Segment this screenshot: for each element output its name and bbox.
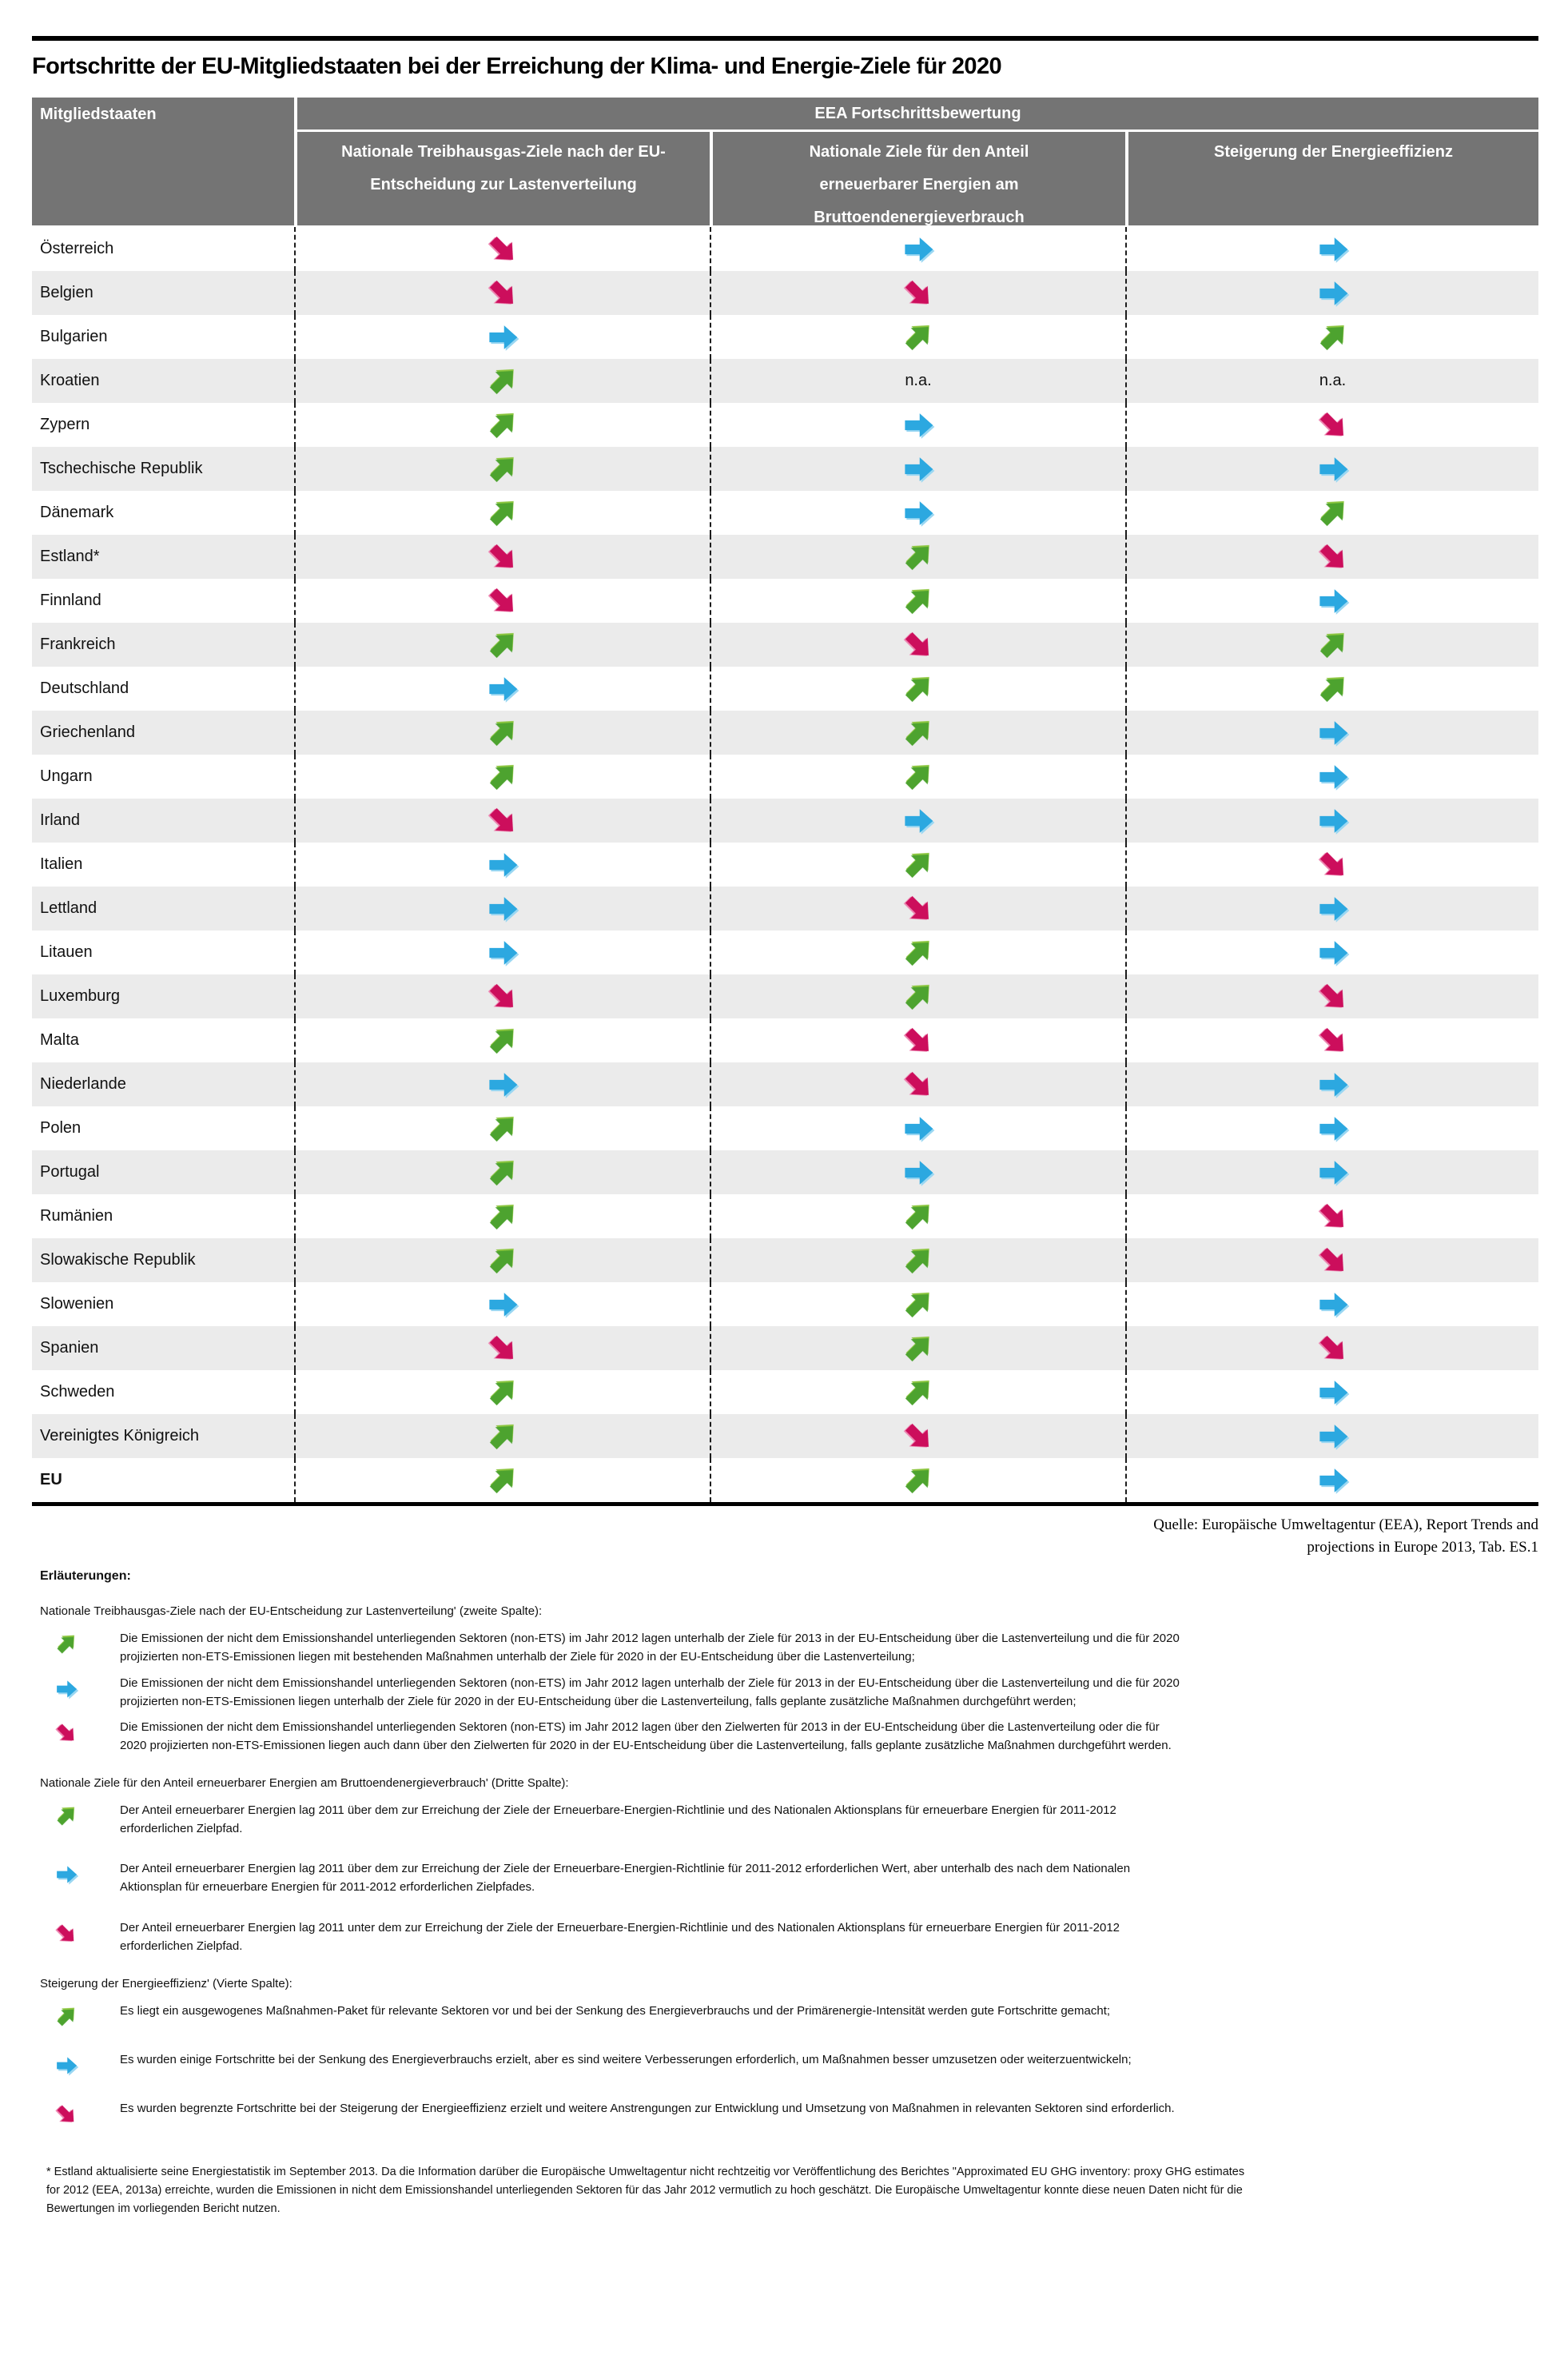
red-down-arrow-icon bbox=[894, 621, 941, 668]
assessment-cell bbox=[294, 1018, 710, 1062]
blue-right-arrow-icon bbox=[54, 1863, 78, 1887]
assessment-cell bbox=[1125, 755, 1538, 799]
country-name: Zypern bbox=[40, 416, 90, 433]
legend-section bbox=[32, 1776, 1538, 1956]
table-header bbox=[32, 98, 1538, 225]
country-name: Ungarn bbox=[40, 767, 93, 785]
legend-item bbox=[32, 1629, 1538, 1667]
column-group-header: EEA Fortschrittsbewertung bbox=[294, 98, 1538, 130]
assessment-cell bbox=[710, 755, 1125, 799]
country-name: Frankreich bbox=[40, 636, 116, 653]
legend-item bbox=[32, 1919, 1538, 1956]
assessment-cell bbox=[1125, 1194, 1538, 1238]
green-up-arrow-icon bbox=[894, 1237, 941, 1284]
assessment-cell bbox=[1125, 974, 1538, 1018]
blue-right-arrow-icon bbox=[486, 892, 519, 926]
assessment-cell bbox=[710, 1194, 1125, 1238]
table-body bbox=[32, 227, 1538, 1502]
table-row bbox=[32, 403, 1538, 447]
table-row bbox=[32, 667, 1538, 711]
country-name: Malta bbox=[40, 1031, 79, 1049]
source-line-2: projections in Europe 2013, Tab. ES.1 bbox=[1307, 1538, 1538, 1556]
assessment-cell bbox=[1125, 1326, 1538, 1370]
legend-item bbox=[32, 1859, 1538, 1897]
column-header-efficiency: Steigerung der Energieeffizienz bbox=[1125, 130, 1538, 225]
legend-items bbox=[32, 1801, 1538, 1956]
country-name: Portugal bbox=[40, 1163, 100, 1181]
legend-item bbox=[32, 2099, 1538, 2126]
country-name: Finnland bbox=[40, 592, 101, 609]
table-row bbox=[32, 1106, 1538, 1150]
assessment-cell bbox=[1125, 227, 1538, 271]
blue-right-arrow-icon bbox=[1316, 1420, 1350, 1453]
green-up-arrow-icon bbox=[894, 313, 941, 361]
legend-icon bbox=[32, 2002, 120, 2029]
country-name: Dänemark bbox=[40, 504, 114, 521]
assessment-cell bbox=[294, 843, 710, 887]
legend-item bbox=[32, 1718, 1538, 1755]
red-down-arrow-icon bbox=[479, 797, 526, 844]
assessment-cell bbox=[1125, 1414, 1538, 1458]
assessment-cell bbox=[1125, 1062, 1538, 1106]
na-value: n.a. bbox=[1125, 359, 1538, 403]
assessment-cell bbox=[1125, 623, 1538, 667]
assessment-cell bbox=[294, 315, 710, 359]
assessment-cell bbox=[1125, 930, 1538, 974]
assessment-cell bbox=[710, 1370, 1125, 1414]
assessment-cell bbox=[294, 1282, 710, 1326]
blue-right-arrow-icon bbox=[1316, 1376, 1350, 1409]
blue-right-arrow-icon bbox=[486, 848, 519, 882]
legend-section bbox=[32, 1604, 1538, 1755]
legend-item-text: Es liegt ein ausgewogenes Maßnahmen-Paket für relevante Sektoren vor und bei der Senkung des Energieverbrauchs und der Primärenergie-Intensität werden gute Fortschritte gemacht; bbox=[120, 2004, 1111, 2018]
red-down-arrow-icon bbox=[1309, 1193, 1356, 1240]
legend-section bbox=[32, 1977, 1538, 2126]
table-row bbox=[32, 799, 1538, 843]
country-name: Estland* bbox=[40, 548, 100, 565]
green-up-arrow-icon bbox=[479, 445, 526, 492]
assessment-cell bbox=[1125, 1458, 1538, 1502]
country-name: Bulgarien bbox=[40, 328, 108, 345]
assessment-cell bbox=[710, 843, 1125, 887]
assessment-cell bbox=[1125, 1238, 1538, 1282]
table-row bbox=[32, 1194, 1538, 1238]
green-up-arrow-icon bbox=[1309, 489, 1356, 536]
red-down-arrow-icon bbox=[479, 533, 526, 580]
green-up-arrow-icon bbox=[894, 929, 941, 976]
green-up-arrow-icon bbox=[894, 1281, 941, 1328]
blue-right-arrow-icon bbox=[1316, 892, 1350, 926]
blue-right-arrow-icon bbox=[1316, 936, 1350, 970]
country-name: Griechenland bbox=[40, 723, 135, 741]
table-row bbox=[32, 271, 1538, 315]
assessment-cell bbox=[294, 1150, 710, 1194]
blue-right-arrow-icon bbox=[1316, 233, 1350, 266]
table-row bbox=[32, 1370, 1538, 1414]
legend-item bbox=[32, 2002, 1538, 2029]
red-down-arrow-icon bbox=[894, 269, 941, 317]
green-up-arrow-icon bbox=[479, 401, 526, 448]
red-down-arrow-icon bbox=[894, 1061, 941, 1108]
legend-item-text: Die Emissionen der nicht dem Emissionshandel unterliegenden Sektoren (non-ETS) im Jahr 2012 lagen über den Zielwerten für 2013 in der EU-Entscheidung über die Lastenverteilung oder die für 2020 projizierten non-ETS-Emissionen liegen auch dann über den Zielwerten für 2020 in der EU-Entscheidung über die Lastenverteilung, falls geplante zusätzliche Maßnahmen durchgeführt werden. bbox=[120, 1720, 1172, 1753]
country-name: Tschechische Republik bbox=[40, 460, 203, 477]
blue-right-arrow-icon bbox=[1316, 804, 1350, 838]
assessment-cell bbox=[710, 491, 1125, 535]
red-down-arrow-icon bbox=[479, 269, 526, 317]
assessment-cell bbox=[1125, 843, 1538, 887]
assessment-cell bbox=[294, 667, 710, 711]
legend-item-text: Der Anteil erneuerbarer Energien lag 2011 über dem zur Erreichung der Ziele der Erneuerbare-Energien-Richtlinie und des Nationalen Aktionsplans für erneuerbare Energien für 2011-2012 erforderlichen Zielpfad. bbox=[120, 1803, 1116, 1835]
page-title: Fortschritte der EU-Mitgliedstaaten bei der Erreichung der Klima- und Energie-Ziele für 2020 bbox=[32, 54, 1002, 79]
table-row bbox=[32, 623, 1538, 667]
assessment-cell bbox=[710, 667, 1125, 711]
green-up-arrow-icon bbox=[479, 709, 526, 756]
country-name: EU bbox=[40, 1471, 62, 1488]
assessment-cell bbox=[710, 1150, 1125, 1194]
country-name: Italien bbox=[40, 855, 83, 873]
green-up-arrow-icon bbox=[894, 841, 941, 888]
table-row bbox=[32, 579, 1538, 623]
country-name: Belgien bbox=[40, 284, 94, 301]
country-name: Deutschland bbox=[40, 679, 129, 697]
assessment-cell bbox=[1125, 491, 1538, 535]
legend-item bbox=[32, 1674, 1538, 1711]
assessment-cell bbox=[710, 447, 1125, 491]
green-up-arrow-icon bbox=[894, 1369, 941, 1416]
assessment-cell bbox=[710, 1238, 1125, 1282]
column-header-members: Mitgliedstaaten bbox=[32, 98, 294, 225]
assessment-cell bbox=[710, 1062, 1125, 1106]
blue-right-arrow-icon bbox=[1316, 1068, 1350, 1102]
assessment-cell bbox=[710, 1018, 1125, 1062]
red-down-arrow-icon bbox=[479, 577, 526, 624]
footnote: * Estland aktualisierte seine Energiestatistik im September 2013. Da die Information darüber die Europäische Umweltagentur nicht rechtzeitig vor Veröffentlichung des Berichtes "Approximated EU GHG inventory: proxy GHG estimates for 2012 (EEA, 2013a) erreichte, wurden die Emissionen in nicht dem Emissionshandel unterliegenden Sektoren für das Jahr 2012 vermutlich zu hoch geschätzt. Die Europäische Umweltagentur konnte diese neuen Daten nicht für die Bewertungen im vorliegenden Bericht nutzen. bbox=[46, 2166, 1245, 2216]
green-up-arrow-icon bbox=[894, 973, 941, 1020]
legend-items bbox=[32, 2002, 1538, 2126]
red-down-arrow-icon bbox=[1309, 841, 1356, 888]
blue-right-arrow-icon bbox=[1316, 452, 1350, 486]
legend-item-text: Die Emissionen der nicht dem Emissionshandel unterliegenden Sektoren (non-ETS) im Jahr 2012 lagen unterhalb der Ziele für 2013 in der EU-Entscheidung über die Lastenverteilung und die für 2020 projizierten non-ETS-Emissionen liegen mit bestehenden Maßnahmen unterhalb der Ziele für 2020 in der EU-Entscheidung über die Lastenverteilung; bbox=[120, 1632, 1180, 1664]
table-row bbox=[32, 535, 1538, 579]
green-up-arrow-icon bbox=[479, 1149, 526, 1196]
assessment-cell bbox=[710, 930, 1125, 974]
country-name: Irland bbox=[40, 811, 81, 829]
assessment-cell bbox=[294, 447, 710, 491]
assessment-cell bbox=[710, 315, 1125, 359]
source-line-1: Quelle: Europäische Umweltagentur (EEA), Report Trends and bbox=[1153, 1516, 1538, 1533]
assessment-cell bbox=[710, 1458, 1125, 1502]
assessment-cell bbox=[294, 1370, 710, 1414]
legend-item-text: Der Anteil erneuerbarer Energien lag 2011 unter dem zur Erreichung der Ziele der Erneuerbare-Energien-Richtlinie und des Nationalen Aktionsplans für erneuerbare Energien für 2011-2012 erforderlichen Zielpfad. bbox=[120, 1920, 1120, 1953]
blue-right-arrow-icon bbox=[1316, 1464, 1350, 1497]
assessment-cell bbox=[710, 1106, 1125, 1150]
green-up-arrow-icon bbox=[479, 489, 526, 536]
column-header-ghg: Nationale Treibhausgas-Ziele nach der EU-Entscheidung zur Lastenverteilung bbox=[294, 130, 710, 225]
red-down-arrow-icon bbox=[1309, 1017, 1356, 1064]
country-name: Slowenien bbox=[40, 1295, 114, 1313]
table-row bbox=[32, 1062, 1538, 1106]
blue-right-arrow-icon bbox=[486, 936, 519, 970]
green-up-arrow-icon bbox=[894, 709, 941, 756]
assessment-cell bbox=[710, 579, 1125, 623]
assessment-cell bbox=[294, 227, 710, 271]
red-down-arrow-icon bbox=[50, 2098, 83, 2131]
red-down-arrow-icon bbox=[1309, 1237, 1356, 1284]
green-up-arrow-icon bbox=[50, 1799, 83, 1832]
green-up-arrow-icon bbox=[894, 753, 941, 800]
red-down-arrow-icon bbox=[479, 225, 526, 273]
legend-title: Erläuterungen: bbox=[40, 1569, 131, 1584]
assessment-cell bbox=[294, 799, 710, 843]
blue-right-arrow-icon bbox=[901, 804, 935, 838]
green-up-arrow-icon bbox=[894, 665, 941, 712]
green-up-arrow-icon bbox=[479, 1237, 526, 1284]
green-up-arrow-icon bbox=[479, 1105, 526, 1152]
assessment-cell bbox=[294, 1238, 710, 1282]
table-row bbox=[32, 491, 1538, 535]
legend-item bbox=[32, 2050, 1538, 2078]
assessment-cell bbox=[710, 623, 1125, 667]
green-up-arrow-icon bbox=[50, 2000, 83, 2034]
green-up-arrow-icon bbox=[479, 1413, 526, 1460]
assessment-cell bbox=[1125, 271, 1538, 315]
legend-icon bbox=[32, 2099, 120, 2126]
green-up-arrow-icon bbox=[894, 533, 941, 580]
assessment-cell bbox=[710, 271, 1125, 315]
assessment-cell bbox=[294, 535, 710, 579]
green-up-arrow-icon bbox=[479, 1369, 526, 1416]
country-name: Luxemburg bbox=[40, 987, 121, 1005]
assessment-cell bbox=[710, 1326, 1125, 1370]
table-row bbox=[32, 1150, 1538, 1194]
country-name: Slowakische Republik bbox=[40, 1251, 196, 1269]
legend-icon bbox=[32, 1674, 120, 1701]
legend-section-heading: Nationale Ziele für den Anteil erneuerbarer Energien am Bruttoendenergieverbrauch' (Dritte Spalte): bbox=[40, 1775, 569, 1790]
table-row bbox=[32, 711, 1538, 755]
table-row bbox=[32, 1282, 1538, 1326]
assessment-cell bbox=[1125, 1282, 1538, 1326]
blue-right-arrow-icon bbox=[1316, 1288, 1350, 1321]
blue-right-arrow-icon bbox=[1316, 277, 1350, 310]
table-row bbox=[32, 359, 1538, 403]
green-up-arrow-icon bbox=[479, 753, 526, 800]
table-row bbox=[32, 1414, 1538, 1458]
assessment-cell bbox=[294, 974, 710, 1018]
legend-section-heading: Nationale Treibhausgas-Ziele nach der EU-Entscheidung zur Lastenverteilung' (zweite Spalte): bbox=[40, 1604, 543, 1619]
blue-right-arrow-icon bbox=[486, 1068, 519, 1102]
column-header-renewables: Nationale Ziele für den Anteil erneuerbarer Energien am Bruttoendenergieverbrauch bbox=[710, 130, 1125, 225]
top-rule bbox=[32, 36, 1538, 41]
bottom-rule bbox=[32, 1502, 1538, 1506]
green-up-arrow-icon bbox=[1309, 313, 1356, 361]
legend-icon bbox=[32, 1859, 120, 1887]
country-name: Litauen bbox=[40, 943, 93, 961]
blue-right-arrow-icon bbox=[54, 2054, 78, 2078]
assessment-cell bbox=[1125, 711, 1538, 755]
blue-right-arrow-icon bbox=[1316, 716, 1350, 750]
assessment-cell bbox=[294, 1414, 710, 1458]
assessment-cell bbox=[294, 1062, 710, 1106]
source-note bbox=[32, 1514, 1538, 1558]
legend-section-heading: Steigerung der Energieeffizienz' (Vierte Spalte): bbox=[40, 1977, 293, 1991]
red-down-arrow-icon bbox=[479, 1325, 526, 1372]
red-down-arrow-icon bbox=[894, 1017, 941, 1064]
assessment-cell bbox=[1125, 579, 1538, 623]
country-name: Spanien bbox=[40, 1339, 99, 1357]
assessment-cell bbox=[710, 1282, 1125, 1326]
table-row bbox=[32, 930, 1538, 974]
green-up-arrow-icon bbox=[894, 1193, 941, 1240]
assessment-cell bbox=[710, 887, 1125, 930]
legend-item bbox=[32, 1801, 1538, 1839]
assessment-cell bbox=[294, 403, 710, 447]
assessment-cell bbox=[294, 1458, 710, 1502]
table-row bbox=[32, 755, 1538, 799]
legend-items bbox=[32, 1629, 1538, 1755]
blue-right-arrow-icon bbox=[1316, 760, 1350, 794]
green-up-arrow-icon bbox=[1309, 665, 1356, 712]
assessment-cell bbox=[1125, 887, 1538, 930]
table-row bbox=[32, 1238, 1538, 1282]
legend-icon bbox=[32, 1919, 120, 1946]
assessment-cell bbox=[294, 579, 710, 623]
assessment-cell bbox=[294, 271, 710, 315]
table-row bbox=[32, 974, 1538, 1018]
legend-icon bbox=[32, 2050, 120, 2078]
table-row bbox=[32, 843, 1538, 887]
assessment-cell bbox=[294, 623, 710, 667]
country-name: Niederlande bbox=[40, 1075, 126, 1093]
assessment-cell bbox=[1125, 315, 1538, 359]
legend-item-text: Die Emissionen der nicht dem Emissionshandel unterliegenden Sektoren (non-ETS) im Jahr 2012 lagen unterhalb der Ziele für 2013 in der EU-Entscheidung über die Lastenverteilung und die für 2020 projizierten non-ETS-Emissionen liegen unterhalb der Ziele für 2020 in der EU-Entscheidung über die Lastenverteilung, falls geplante zusätzliche Maßnahmen durchgeführt werden; bbox=[120, 1676, 1180, 1708]
blue-right-arrow-icon bbox=[54, 1677, 78, 1701]
blue-right-arrow-icon bbox=[486, 1288, 519, 1321]
legend-icon bbox=[32, 1801, 120, 1828]
green-up-arrow-icon bbox=[894, 1325, 941, 1372]
red-down-arrow-icon bbox=[894, 885, 941, 932]
assessment-cell bbox=[294, 887, 710, 930]
assessment-cell bbox=[294, 711, 710, 755]
blue-right-arrow-icon bbox=[901, 233, 935, 266]
table-row bbox=[32, 887, 1538, 930]
table-row bbox=[32, 1018, 1538, 1062]
red-down-arrow-icon bbox=[479, 973, 526, 1020]
assessment-cell bbox=[710, 535, 1125, 579]
table-row bbox=[32, 447, 1538, 491]
assessment-cell bbox=[294, 755, 710, 799]
red-down-arrow-icon bbox=[1309, 1325, 1356, 1372]
assessment-cell bbox=[710, 1414, 1125, 1458]
red-down-arrow-icon bbox=[1309, 533, 1356, 580]
assessment-cell bbox=[710, 227, 1125, 271]
table-row bbox=[32, 1458, 1538, 1502]
blue-right-arrow-icon bbox=[486, 672, 519, 706]
green-up-arrow-icon bbox=[50, 1628, 83, 1661]
country-name: Kroatien bbox=[40, 372, 100, 389]
assessment-cell bbox=[1125, 1018, 1538, 1062]
country-name: Schweden bbox=[40, 1383, 115, 1401]
legend-icon bbox=[32, 1629, 120, 1656]
country-name: Rumänien bbox=[40, 1207, 113, 1225]
red-down-arrow-icon bbox=[894, 1413, 941, 1460]
country-name: Polen bbox=[40, 1119, 82, 1137]
green-up-arrow-icon bbox=[479, 1017, 526, 1064]
blue-right-arrow-icon bbox=[1316, 1156, 1350, 1189]
legend-item-text: Der Anteil erneuerbarer Energien lag 2011 über dem zur Erreichung der Ziele der Erneuerbare-Energien-Richtlinie für 2011-2012 erforderlichen Wert, aber unterhalb des nach dem Nationalen Aktionsplan für erneuerbare Energien für 2011-2012 erforderlichen Zielpfades. bbox=[120, 1862, 1131, 1895]
country-name: Vereinigtes Königreich bbox=[40, 1427, 200, 1444]
table-row bbox=[32, 315, 1538, 359]
table-row bbox=[32, 227, 1538, 271]
assessment-cell bbox=[294, 930, 710, 974]
green-up-arrow-icon bbox=[894, 1456, 941, 1504]
blue-right-arrow-icon bbox=[1316, 584, 1350, 618]
assessment-cell bbox=[710, 403, 1125, 447]
green-up-arrow-icon bbox=[479, 1456, 526, 1504]
green-up-arrow-icon bbox=[479, 357, 526, 404]
assessment-cell bbox=[710, 711, 1125, 755]
green-up-arrow-icon bbox=[479, 1193, 526, 1240]
blue-right-arrow-icon bbox=[901, 496, 935, 530]
blue-right-arrow-icon bbox=[901, 452, 935, 486]
blue-right-arrow-icon bbox=[486, 321, 519, 354]
blue-right-arrow-icon bbox=[901, 1156, 935, 1189]
assessment-cell bbox=[294, 491, 710, 535]
red-down-arrow-icon bbox=[1309, 401, 1356, 448]
country-name: Österreich bbox=[40, 240, 114, 257]
assessment-cell bbox=[1125, 1150, 1538, 1194]
country-name: Lettland bbox=[40, 899, 98, 917]
assessment-cell bbox=[710, 974, 1125, 1018]
assessment-cell bbox=[294, 1106, 710, 1150]
assessment-cell bbox=[1125, 1106, 1538, 1150]
legend-sections bbox=[32, 1604, 1538, 2126]
assessment-cell bbox=[294, 1326, 710, 1370]
assessment-cell bbox=[1125, 799, 1538, 843]
assessment-cell bbox=[294, 1194, 710, 1238]
assessment-cell bbox=[710, 799, 1125, 843]
assessment-cell bbox=[1125, 1370, 1538, 1414]
blue-right-arrow-icon bbox=[901, 1112, 935, 1146]
assessment-cell bbox=[1125, 667, 1538, 711]
green-up-arrow-icon bbox=[894, 577, 941, 624]
assessment-cell bbox=[1125, 535, 1538, 579]
assessment-cell bbox=[1125, 447, 1538, 491]
red-down-arrow-icon bbox=[1309, 973, 1356, 1020]
green-up-arrow-icon bbox=[479, 621, 526, 668]
green-up-arrow-icon bbox=[1309, 621, 1356, 668]
legend-icon bbox=[32, 1718, 120, 1745]
assessment-cell bbox=[1125, 403, 1538, 447]
blue-right-arrow-icon bbox=[1316, 1112, 1350, 1146]
assessment-cell bbox=[294, 359, 710, 403]
na-value: n.a. bbox=[710, 359, 1125, 403]
red-down-arrow-icon bbox=[50, 1716, 83, 1750]
table-row bbox=[32, 1326, 1538, 1370]
legend-item-text: Es wurden einige Fortschritte bei der Senkung des Energieverbrauchs erzielt, aber es sind weitere Verbesserungen erforderlich, um Maßnahmen besser umzusetzen oder weiterzuentwickeln; bbox=[120, 2053, 1132, 2067]
blue-right-arrow-icon bbox=[901, 408, 935, 442]
legend-item-text: Es wurden begrenzte Fortschritte bei der Steigerung der Energieeffizienz erzielt und weitere Anstrengungen zur Entwicklung und Umsetzung von Maßnahmen in relevanten Sektoren sind erforderlich. bbox=[120, 2102, 1175, 2116]
red-down-arrow-icon bbox=[50, 1916, 83, 1950]
